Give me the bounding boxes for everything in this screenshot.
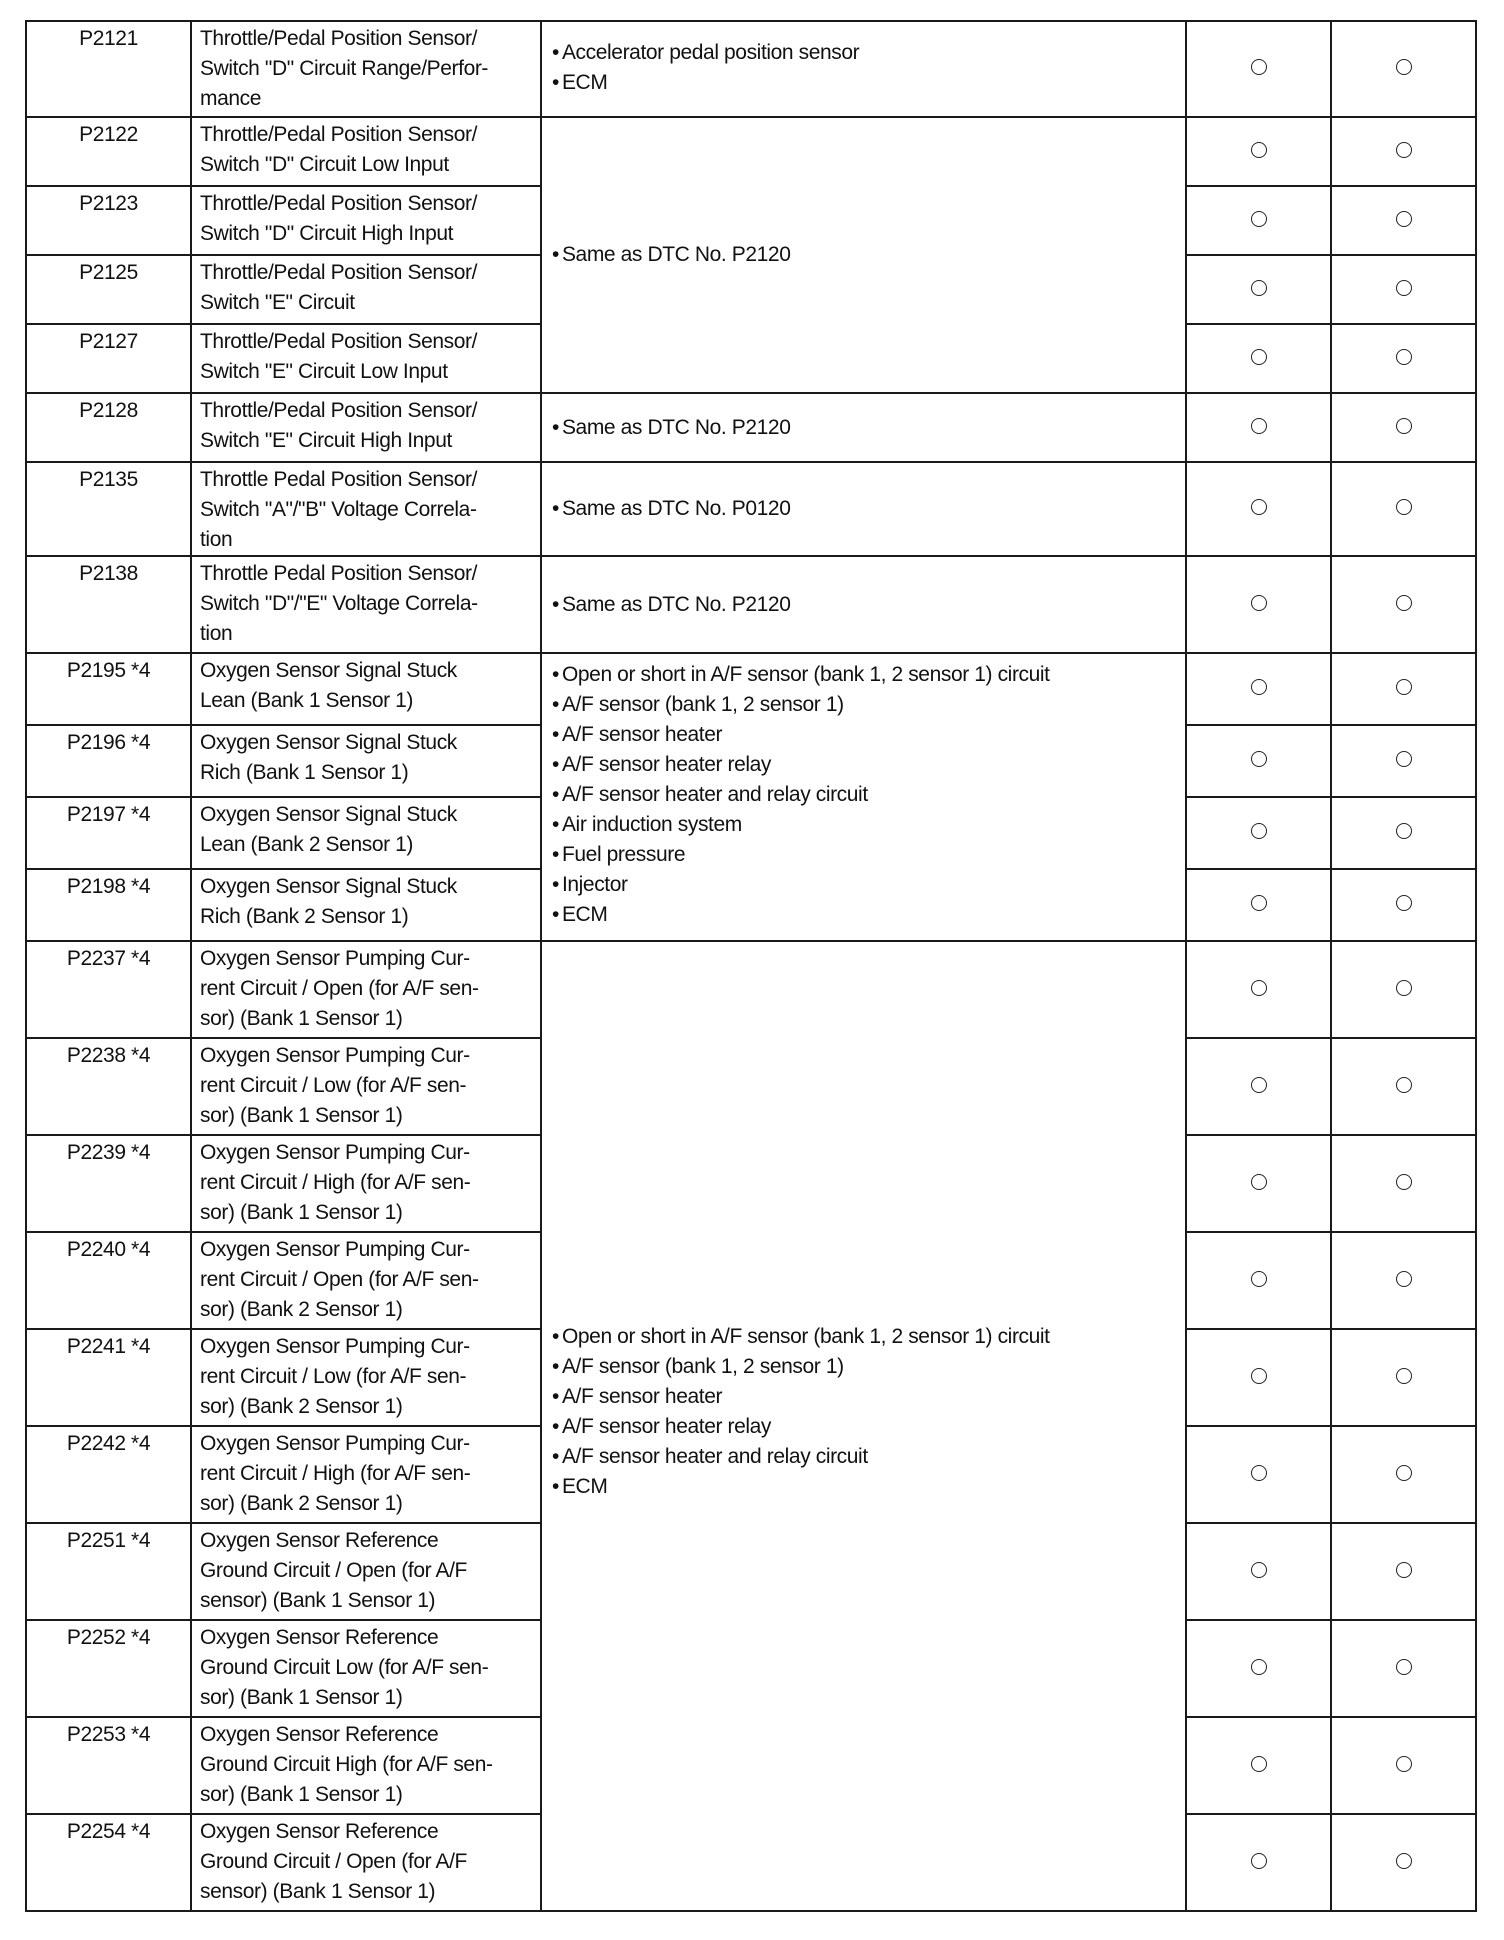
circle-mark-icon bbox=[1396, 823, 1412, 839]
detection-item-line: tion bbox=[200, 528, 233, 551]
trouble-area-item: • Same as DTC No. P2120 bbox=[552, 240, 1177, 270]
circle-mark-icon bbox=[1396, 418, 1412, 434]
memory-indicator-cell bbox=[1331, 1717, 1476, 1814]
detection-item-line: Throttle/Pedal Position Sensor/ bbox=[200, 192, 478, 215]
trouble-area-item: • ECM bbox=[552, 900, 1177, 930]
detection-item bbox=[191, 941, 541, 1038]
memory-indicator-cell bbox=[1331, 462, 1476, 556]
memory-indicator-cell bbox=[1331, 797, 1476, 869]
memory-indicator-cell bbox=[1331, 1232, 1476, 1329]
detection-item-line: rent Circuit / Low (for A/F sen- bbox=[200, 1074, 467, 1097]
dtc-code: P2237 *4 bbox=[26, 941, 191, 1038]
table-row bbox=[26, 462, 1476, 556]
detection-item-line: Throttle/Pedal Position Sensor/ bbox=[200, 123, 478, 146]
circle-mark-icon bbox=[1251, 1174, 1267, 1190]
detection-item-line: Rich (Bank 1 Sensor 1) bbox=[200, 761, 409, 784]
detection-item-line: Ground Circuit High (for A/F sen- bbox=[200, 1753, 493, 1776]
mil-indicator-cell bbox=[1186, 1426, 1331, 1523]
dtc-code: P2196 *4 bbox=[26, 725, 191, 797]
detection-item-line: Throttle/Pedal Position Sensor/ bbox=[200, 399, 478, 422]
detection-item-line: sor) (Bank 1 Sensor 1) bbox=[200, 1104, 403, 1127]
trouble-area-item: • ECM bbox=[552, 1472, 1177, 1502]
detection-item-line: Oxygen Sensor Signal Stuck bbox=[200, 659, 457, 682]
memory-indicator-cell bbox=[1331, 1426, 1476, 1523]
mil-indicator-cell bbox=[1186, 1717, 1331, 1814]
detection-item-line: Ground Circuit / Open (for A/F bbox=[200, 1850, 467, 1873]
detection-item-line: sensor) (Bank 1 Sensor 1) bbox=[200, 1589, 436, 1612]
detection-item-line: Switch "D"/"E" Voltage Correla- bbox=[200, 592, 478, 615]
circle-mark-icon bbox=[1396, 211, 1412, 227]
detection-item-line: Oxygen Sensor Reference bbox=[200, 1529, 439, 1552]
dtc-code: P2198 *4 bbox=[26, 869, 191, 941]
detection-item-line: Switch "E" Circuit bbox=[200, 291, 355, 314]
dtc-code: P2251 *4 bbox=[26, 1523, 191, 1620]
table-row bbox=[26, 393, 1476, 462]
memory-indicator-cell bbox=[1331, 869, 1476, 941]
trouble-area bbox=[541, 117, 1186, 393]
circle-mark-icon bbox=[1396, 1756, 1412, 1772]
dtc-code: P2197 *4 bbox=[26, 797, 191, 869]
detection-item-line: Switch "E" Circuit High Input bbox=[200, 429, 452, 452]
detection-item bbox=[191, 117, 541, 186]
trouble-area bbox=[541, 556, 1186, 653]
circle-mark-icon bbox=[1251, 1853, 1267, 1869]
circle-mark-icon bbox=[1396, 1271, 1412, 1287]
dtc-code: P2195 *4 bbox=[26, 653, 191, 725]
trouble-area bbox=[541, 941, 1186, 1911]
mil-indicator-cell bbox=[1186, 725, 1331, 797]
detection-item-line: Switch "D" Circuit High Input bbox=[200, 222, 454, 245]
circle-mark-icon bbox=[1251, 1562, 1267, 1578]
detection-item-line: Lean (Bank 2 Sensor 1) bbox=[200, 833, 414, 856]
detection-item bbox=[191, 1038, 541, 1135]
circle-mark-icon bbox=[1396, 349, 1412, 365]
table-row bbox=[26, 21, 1476, 117]
dtc-code: P2122 bbox=[26, 117, 191, 186]
memory-indicator-cell bbox=[1331, 653, 1476, 725]
trouble-area-item: • Air induction system bbox=[552, 810, 1177, 840]
detection-item bbox=[191, 1620, 541, 1717]
circle-mark-icon bbox=[1396, 59, 1412, 75]
memory-indicator-cell bbox=[1331, 556, 1476, 653]
circle-mark-icon bbox=[1396, 280, 1412, 296]
memory-indicator-cell bbox=[1331, 1814, 1476, 1911]
mil-indicator-cell bbox=[1186, 462, 1331, 556]
mil-indicator-cell bbox=[1186, 1329, 1331, 1426]
detection-item-line: sor) (Bank 2 Sensor 1) bbox=[200, 1395, 403, 1418]
detection-item-line: Oxygen Sensor Signal Stuck bbox=[200, 803, 457, 826]
detection-item-line: rent Circuit / Open (for A/F sen- bbox=[200, 1268, 479, 1291]
memory-indicator-cell bbox=[1331, 324, 1476, 393]
detection-item-line: Throttle/Pedal Position Sensor/ bbox=[200, 330, 478, 353]
mil-indicator-cell bbox=[1186, 1135, 1331, 1232]
trouble-area bbox=[541, 21, 1186, 117]
trouble-area-item: • ECM bbox=[552, 68, 1177, 98]
detection-item bbox=[191, 1329, 541, 1426]
trouble-area-item: • A/F sensor heater bbox=[552, 1382, 1177, 1412]
trouble-area-item: • A/F sensor (bank 1, 2 sensor 1) bbox=[552, 1352, 1177, 1382]
detection-item-line: Oxygen Sensor Pumping Cur- bbox=[200, 947, 470, 970]
circle-mark-icon bbox=[1251, 595, 1267, 611]
detection-item-line: rent Circuit / High (for A/F sen- bbox=[200, 1171, 471, 1194]
trouble-area-item: • Open or short in A/F sensor (bank 1, 2 sensor 1) circuit bbox=[552, 660, 1177, 690]
memory-indicator-cell bbox=[1331, 725, 1476, 797]
trouble-area-item: • A/F sensor (bank 1, 2 sensor 1) bbox=[552, 690, 1177, 720]
trouble-area-item: • A/F sensor heater and relay circuit bbox=[552, 1442, 1177, 1472]
memory-indicator-cell bbox=[1331, 117, 1476, 186]
detection-item-line: Throttle/Pedal Position Sensor/ bbox=[200, 27, 478, 50]
mil-indicator-cell bbox=[1186, 117, 1331, 186]
detection-item-line: Oxygen Sensor Reference bbox=[200, 1723, 439, 1746]
memory-indicator-cell bbox=[1331, 21, 1476, 117]
detection-item-line: Oxygen Sensor Signal Stuck bbox=[200, 731, 457, 754]
circle-mark-icon bbox=[1251, 751, 1267, 767]
trouble-area-item: • Same as DTC No. P2120 bbox=[552, 413, 1177, 443]
memory-indicator-cell bbox=[1331, 1523, 1476, 1620]
circle-mark-icon bbox=[1251, 499, 1267, 515]
detection-item-line: Oxygen Sensor Pumping Cur- bbox=[200, 1044, 470, 1067]
circle-mark-icon bbox=[1396, 751, 1412, 767]
detection-item-line: Switch "D" Circuit Range/Perfor- bbox=[200, 57, 489, 80]
detection-item-line: Oxygen Sensor Signal Stuck bbox=[200, 875, 457, 898]
memory-indicator-cell bbox=[1331, 393, 1476, 462]
mil-indicator-cell bbox=[1186, 21, 1331, 117]
table-row bbox=[26, 117, 1476, 186]
dtc-code: P2123 bbox=[26, 186, 191, 255]
detection-item bbox=[191, 324, 541, 393]
detection-item bbox=[191, 725, 541, 797]
detection-item-line: sor) (Bank 2 Sensor 1) bbox=[200, 1298, 403, 1321]
dtc-code: P2135 bbox=[26, 462, 191, 556]
trouble-area bbox=[541, 653, 1186, 941]
trouble-area bbox=[541, 462, 1186, 556]
mil-indicator-cell bbox=[1186, 1038, 1331, 1135]
detection-item-line: Oxygen Sensor Reference bbox=[200, 1626, 439, 1649]
circle-mark-icon bbox=[1251, 1756, 1267, 1772]
circle-mark-icon bbox=[1251, 980, 1267, 996]
circle-mark-icon bbox=[1396, 1562, 1412, 1578]
mil-indicator-cell bbox=[1186, 653, 1331, 725]
detection-item-line: rent Circuit / Open (for A/F sen- bbox=[200, 977, 479, 1000]
dtc-code: P2239 *4 bbox=[26, 1135, 191, 1232]
memory-indicator-cell bbox=[1331, 941, 1476, 1038]
mil-indicator-cell bbox=[1186, 869, 1331, 941]
detection-item-line: Oxygen Sensor Reference bbox=[200, 1820, 439, 1843]
dtc-code: P2121 bbox=[26, 21, 191, 117]
mil-indicator-cell bbox=[1186, 556, 1331, 653]
detection-item-line: Throttle/Pedal Position Sensor/ bbox=[200, 261, 478, 284]
mil-indicator-cell bbox=[1186, 1620, 1331, 1717]
detection-item-line: Switch "D" Circuit Low Input bbox=[200, 153, 449, 176]
circle-mark-icon bbox=[1251, 142, 1267, 158]
detection-item bbox=[191, 1232, 541, 1329]
table-row bbox=[26, 653, 1476, 725]
circle-mark-icon bbox=[1396, 595, 1412, 611]
dtc-code: P2241 *4 bbox=[26, 1329, 191, 1426]
memory-indicator-cell bbox=[1331, 1329, 1476, 1426]
detection-item-line: Oxygen Sensor Pumping Cur- bbox=[200, 1432, 470, 1455]
dtc-table-body bbox=[26, 21, 1476, 1911]
detection-item-line: Lean (Bank 1 Sensor 1) bbox=[200, 689, 414, 712]
detection-item-line: rent Circuit / Low (for A/F sen- bbox=[200, 1365, 467, 1388]
detection-item-line: tion bbox=[200, 622, 233, 645]
circle-mark-icon bbox=[1251, 895, 1267, 911]
circle-mark-icon bbox=[1251, 349, 1267, 365]
circle-mark-icon bbox=[1396, 1077, 1412, 1093]
trouble-area-item: • A/F sensor heater bbox=[552, 720, 1177, 750]
mil-indicator-cell bbox=[1186, 324, 1331, 393]
trouble-area-item: • Injector bbox=[552, 870, 1177, 900]
memory-indicator-cell bbox=[1331, 1038, 1476, 1135]
detection-item bbox=[191, 186, 541, 255]
mil-indicator-cell bbox=[1186, 393, 1331, 462]
detection-item bbox=[191, 255, 541, 324]
mil-indicator-cell bbox=[1186, 255, 1331, 324]
detection-item bbox=[191, 1717, 541, 1814]
detection-item-line: sor) (Bank 1 Sensor 1) bbox=[200, 1201, 403, 1224]
table-row bbox=[26, 556, 1476, 653]
dtc-code: P2254 *4 bbox=[26, 1814, 191, 1911]
dtc-code: P2253 *4 bbox=[26, 1717, 191, 1814]
circle-mark-icon bbox=[1396, 1174, 1412, 1190]
memory-indicator-cell bbox=[1331, 1620, 1476, 1717]
trouble-area-item: • A/F sensor heater relay bbox=[552, 1412, 1177, 1442]
circle-mark-icon bbox=[1396, 499, 1412, 515]
detection-item-line: Throttle Pedal Position Sensor/ bbox=[200, 562, 478, 585]
circle-mark-icon bbox=[1396, 980, 1412, 996]
trouble-area-item: • A/F sensor heater and relay circuit bbox=[552, 780, 1177, 810]
circle-mark-icon bbox=[1396, 1465, 1412, 1481]
detection-item-line: Ground Circuit / Open (for A/F bbox=[200, 1559, 467, 1582]
detection-item-line: Ground Circuit Low (for A/F sen- bbox=[200, 1656, 489, 1679]
detection-item-line: Oxygen Sensor Pumping Cur- bbox=[200, 1335, 470, 1358]
mil-indicator-cell bbox=[1186, 941, 1331, 1038]
detection-item bbox=[191, 393, 541, 462]
table-row bbox=[26, 941, 1476, 1038]
mil-indicator-cell bbox=[1186, 186, 1331, 255]
dtc-code: P2128 bbox=[26, 393, 191, 462]
detection-item-line: Throttle Pedal Position Sensor/ bbox=[200, 468, 478, 491]
mil-indicator-cell bbox=[1186, 1232, 1331, 1329]
detection-item bbox=[191, 556, 541, 653]
circle-mark-icon bbox=[1251, 280, 1267, 296]
mil-indicator-cell bbox=[1186, 1523, 1331, 1620]
circle-mark-icon bbox=[1251, 1465, 1267, 1481]
circle-mark-icon bbox=[1251, 823, 1267, 839]
dtc-code: P2240 *4 bbox=[26, 1232, 191, 1329]
circle-mark-icon bbox=[1396, 679, 1412, 695]
circle-mark-icon bbox=[1396, 1659, 1412, 1675]
detection-item bbox=[191, 21, 541, 117]
detection-item-line: rent Circuit / High (for A/F sen- bbox=[200, 1462, 471, 1485]
circle-mark-icon bbox=[1396, 142, 1412, 158]
trouble-area-item: • Same as DTC No. P0120 bbox=[552, 494, 1177, 524]
detection-item bbox=[191, 869, 541, 941]
circle-mark-icon bbox=[1396, 1853, 1412, 1869]
mil-indicator-cell bbox=[1186, 797, 1331, 869]
mil-indicator-cell bbox=[1186, 1814, 1331, 1911]
circle-mark-icon bbox=[1396, 1368, 1412, 1384]
detection-item bbox=[191, 653, 541, 725]
dtc-code: P2242 *4 bbox=[26, 1426, 191, 1523]
memory-indicator-cell bbox=[1331, 255, 1476, 324]
detection-item bbox=[191, 1135, 541, 1232]
circle-mark-icon bbox=[1251, 679, 1267, 695]
detection-item bbox=[191, 462, 541, 556]
dtc-code: P2252 *4 bbox=[26, 1620, 191, 1717]
trouble-area-item: • Fuel pressure bbox=[552, 840, 1177, 870]
dtc-code: P2127 bbox=[26, 324, 191, 393]
trouble-area-item: • Accelerator pedal position sensor bbox=[552, 38, 1177, 68]
trouble-area-item: • Same as DTC No. P2120 bbox=[552, 590, 1177, 620]
detection-item bbox=[191, 1523, 541, 1620]
detection-item-line: Switch "E" Circuit Low Input bbox=[200, 360, 448, 383]
detection-item-line: sor) (Bank 1 Sensor 1) bbox=[200, 1686, 403, 1709]
detection-item bbox=[191, 1426, 541, 1523]
circle-mark-icon bbox=[1251, 418, 1267, 434]
circle-mark-icon bbox=[1251, 211, 1267, 227]
circle-mark-icon bbox=[1251, 59, 1267, 75]
circle-mark-icon bbox=[1251, 1368, 1267, 1384]
detection-item-line: Oxygen Sensor Pumping Cur- bbox=[200, 1141, 470, 1164]
detection-item bbox=[191, 797, 541, 869]
memory-indicator-cell bbox=[1331, 1135, 1476, 1232]
trouble-area bbox=[541, 393, 1186, 462]
detection-item-line: Switch "A"/"B" Voltage Correla- bbox=[200, 498, 477, 521]
detection-item-line: sor) (Bank 1 Sensor 1) bbox=[200, 1783, 403, 1806]
detection-item-line: sensor) (Bank 1 Sensor 1) bbox=[200, 1880, 436, 1903]
detection-item-line: sor) (Bank 2 Sensor 1) bbox=[200, 1492, 403, 1515]
circle-mark-icon bbox=[1251, 1271, 1267, 1287]
detection-item-line: Rich (Bank 2 Sensor 1) bbox=[200, 905, 409, 928]
detection-item-line: sor) (Bank 1 Sensor 1) bbox=[200, 1007, 403, 1030]
circle-mark-icon bbox=[1251, 1659, 1267, 1675]
circle-mark-icon bbox=[1251, 1077, 1267, 1093]
detection-item-line: mance bbox=[200, 87, 262, 110]
circle-mark-icon bbox=[1396, 895, 1412, 911]
trouble-area-item: • A/F sensor heater relay bbox=[552, 750, 1177, 780]
trouble-area-item: • Open or short in A/F sensor (bank 1, 2 sensor 1) circuit bbox=[552, 1322, 1177, 1352]
dtc-code: P2125 bbox=[26, 255, 191, 324]
memory-indicator-cell bbox=[1331, 186, 1476, 255]
detection-item bbox=[191, 1814, 541, 1911]
detection-item-line: Oxygen Sensor Pumping Cur- bbox=[200, 1238, 470, 1261]
dtc-code: P2138 bbox=[26, 556, 191, 653]
dtc-table bbox=[25, 20, 1477, 1912]
dtc-code: P2238 *4 bbox=[26, 1038, 191, 1135]
